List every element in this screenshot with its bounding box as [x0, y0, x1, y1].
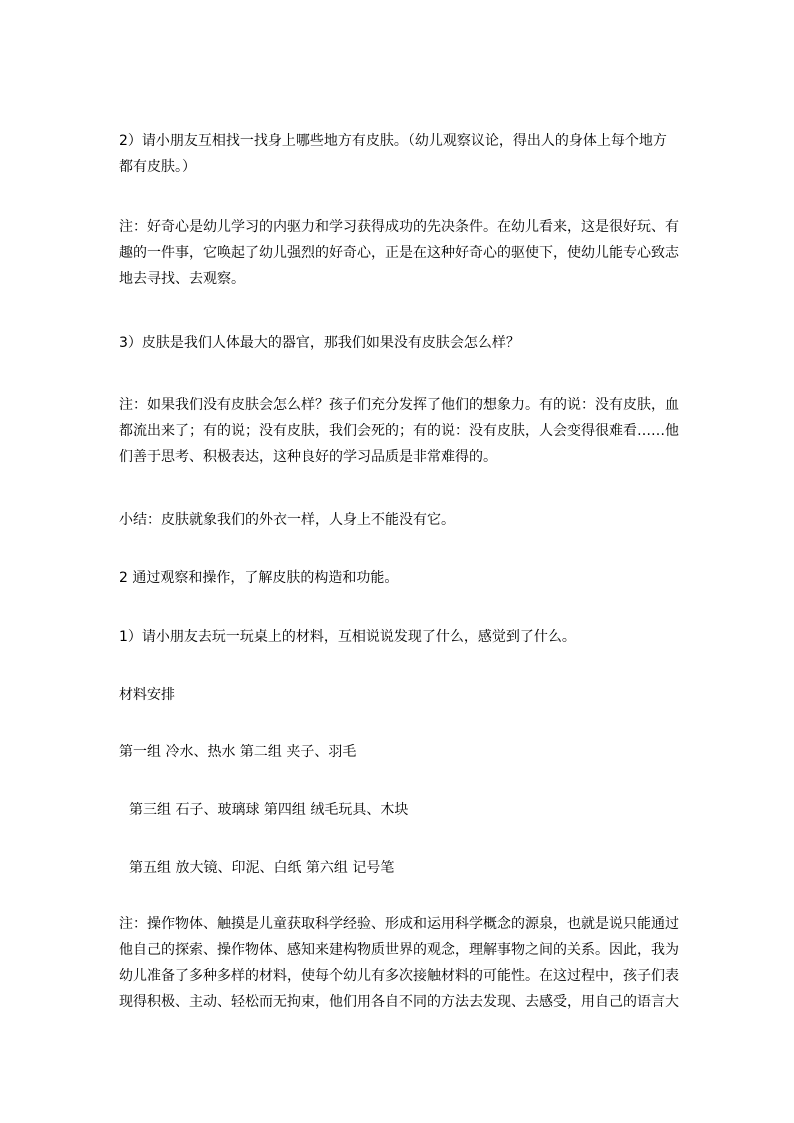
paragraph-largest-organ-question: [119, 330, 679, 356]
text-line: 现得积极、主动、轻松而无拘束，他们用各自不同的方法去发现、去感受，用自己的语言大: [119, 994, 679, 1010]
text-line: 都流出来了；有的说；没有皮肤，我们会死的；有的说：没有皮肤，人会变得很难看……他: [119, 423, 679, 439]
text-line: 地去寻找、去观察。: [119, 271, 245, 287]
text-line: 都有皮肤。）: [119, 159, 196, 175]
text-line: 3）皮肤是我们人体最大的器官，那我们如果没有皮肤会怎么样？: [119, 335, 520, 351]
text-line: 第五组 放大镜、印泥、白纸 第六组 记号笔: [129, 860, 395, 876]
text-line: 趣的一件事，它唤起了幼儿强烈的好奇心，正是在这种好奇心的驱使下，使幼儿能专心致志: [119, 245, 679, 261]
text-line: 第一组 冷水、热水 第二组 夹子、羽毛: [119, 744, 357, 760]
text-line: 注：好奇心是幼儿学习的内驱力和学习获得成功的先决条件。在幼儿看来，这是很好玩、有: [119, 219, 679, 235]
text-line: 小结：皮肤就象我们的外衣一样，人身上不能没有它。: [119, 512, 455, 528]
materials-groups-3-4: [129, 797, 689, 823]
text-line: 他自己的探索、操作物体、感知来建构物质世界的观念，理解事物之间的关系。因此，我为: [119, 942, 679, 958]
text-line: 们善于思考、积极表达，这种良好的学习品质是非常难得的。: [119, 449, 497, 465]
paragraph-note-imagination: [119, 392, 679, 470]
materials-groups-5-6: [129, 855, 689, 881]
text-line: 1）请小朋友去玩一玩桌上的材料，互相说说发现了什么，感觉到了什么。: [119, 629, 576, 645]
text-line: 第三组 石子、玻璃球 第四组 绒毛玩具、木块: [129, 802, 409, 818]
section-heading-observe-operate: [119, 565, 679, 591]
text-line: 材料安排: [119, 687, 175, 703]
text-line: 2）请小朋友互相找一找身上哪些地方有皮肤。（幼儿观察议论，得出人的身体上每个地方: [119, 133, 667, 149]
text-line: 2 通过观察和操作，了解皮肤的构造和功能。: [119, 570, 399, 586]
paragraph-play-materials: [119, 624, 679, 650]
paragraph-summary: [119, 507, 679, 533]
text-line: 注：操作物体、触摸是儿童获取科学经验、形成和运用科学概念的源泉，也就是说只能通过: [119, 916, 679, 932]
paragraph-note-curiosity: [119, 214, 679, 292]
paragraph-touch-find-skin: [119, 128, 679, 180]
text-line: 注：如果我们没有皮肤会怎么样？孩子们充分发挥了他们的想象力。有的说：没有皮肤，血: [119, 397, 679, 413]
text-line: 幼儿准备了多种多样的材料，使每个幼儿有多次接触材料的可能性。在这过程中，孩子们表: [119, 968, 679, 984]
paragraph-note-operation: [119, 911, 679, 1015]
materials-heading: [119, 682, 679, 708]
materials-groups-1-2: [119, 739, 679, 765]
